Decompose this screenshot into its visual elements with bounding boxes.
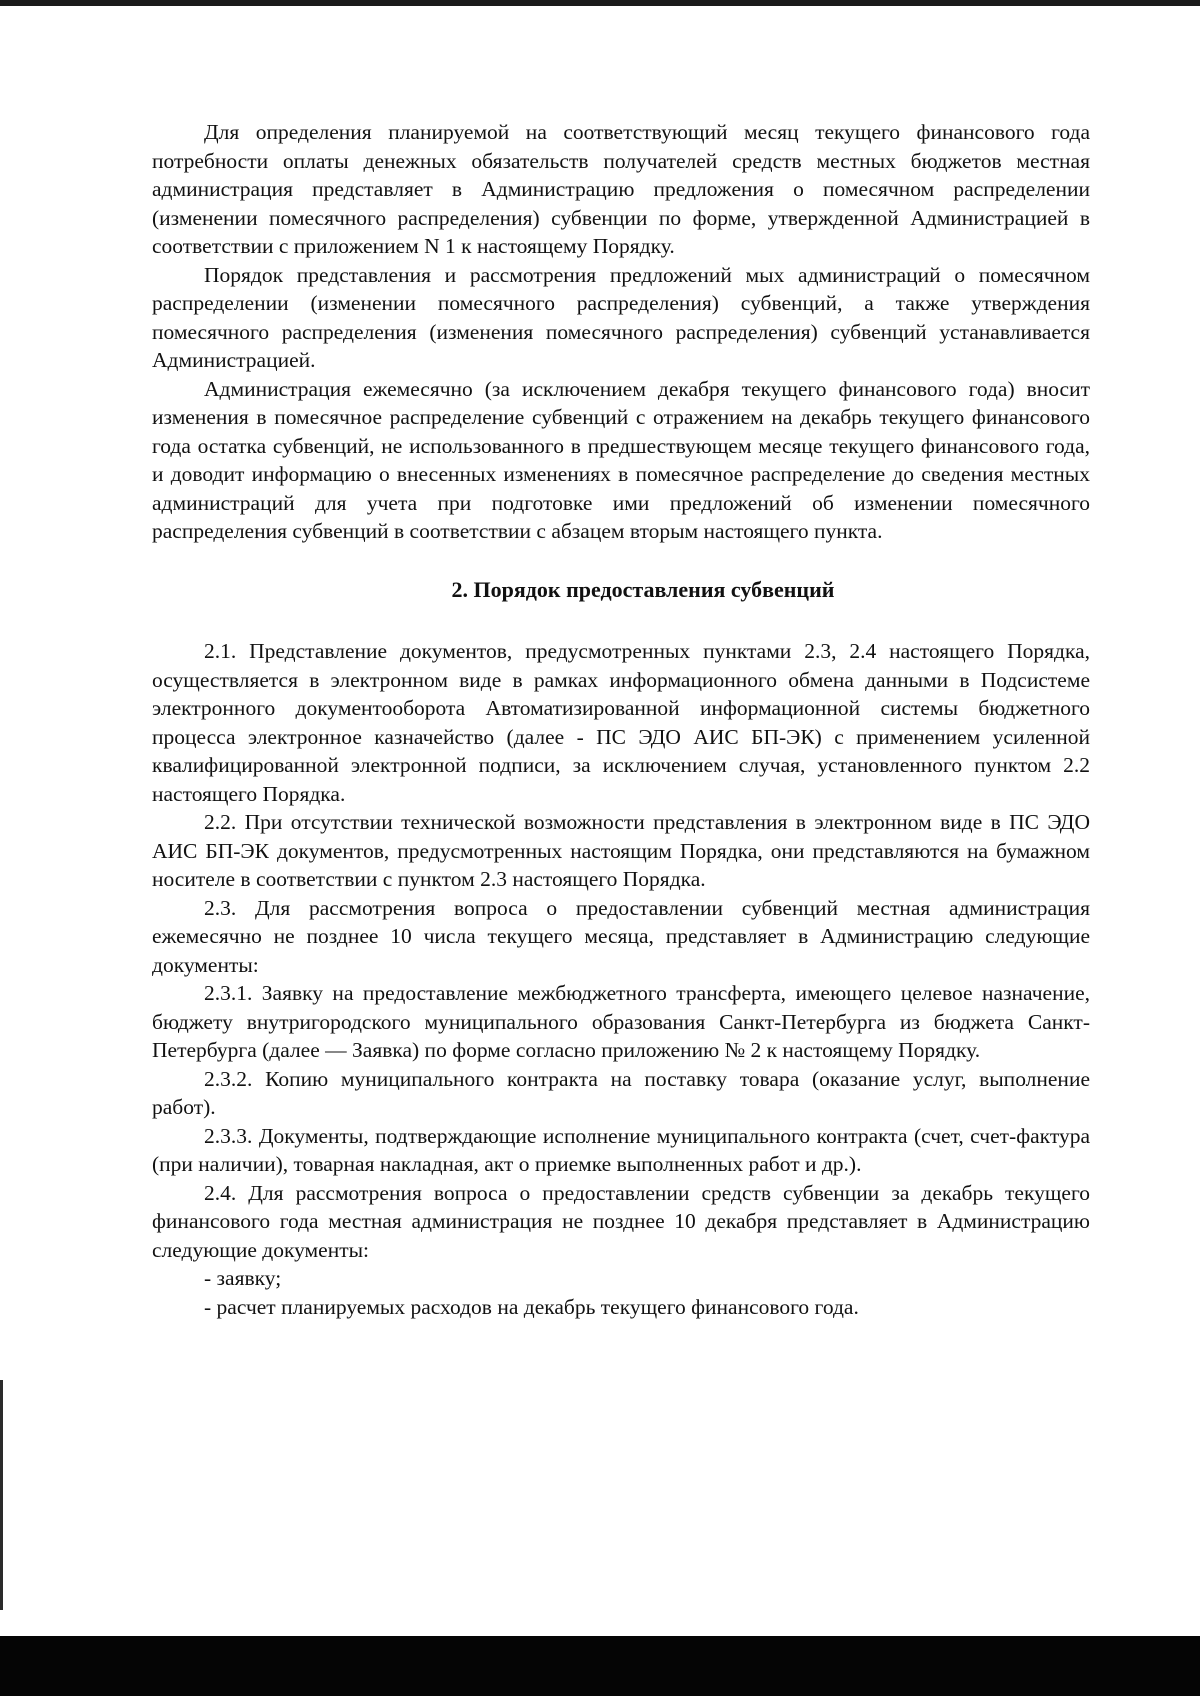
paragraph-intro-2: Порядок представления и рассмотрения предложений мых администраций о помесячном распределении (изменении помесячного распределения) субвенций, а также утверждения помесячного распределения (изменения помесячного распределения) субвенций устанавливается Администрацией. (152, 262, 1090, 372)
scan-left-edge-mark (0, 1380, 3, 1610)
paragraph-2-2: 2.2. При отсутствии технической возможности представления в электронном виде в ПС ЭДО АИС БП-ЭК документов, предусмотренных настоящим Порядка, они представляются на бумажном носителе в соответствии с пунктом 2.3 настоящего Порядка. (152, 810, 1090, 891)
paragraph-2-3-3: 2.3.3. Документы, подтверждающие исполнение муниципального контракта (счет, счет-фактура (при наличии), товарная накладная, акт о приемке выполненных работ и др.). (152, 1123, 1090, 1176)
scan-top-border (0, 0, 1200, 6)
list-item: - заявку; (204, 1266, 282, 1290)
paragraph-2-1: 2.1. Представление документов, предусмотренных пунктами 2.3, 2.4 настоящего Порядка, осуществляется в электронном виде в рамках информационного обмена данными в Подсистеме электронного документооборота Автоматизированной информационной системы бюджетного процесса электронное казначейство (далее - ПС ЭДО АИС БП-ЭК) с применением усиленной квалифицированной электронной подписи, за исключением случая, установленного пунктом 2.2 настоящего Порядка. (152, 639, 1090, 806)
list-item: - расчет планируемых расходов на декабрь текущего финансового года. (204, 1294, 859, 1319)
paragraph-intro-3: Администрация ежемесячно (за исключением декабря текущего финансового года) вносит изменения в помесячное распределение субвенций с отражением на декабрь текущего финансового года остатка субвенций, не использованного в предшествующем месяце текущего финансового года, и доводит информацию о внесенных изменениях в помесячное распределение до сведения местных администраций для учета при подготовке ими предложений об изменении помесячного распределения субвенций в соответствии с абзацем вторым настоящего пункта. (152, 376, 1090, 543)
document-page (152, 118, 1090, 1321)
section-heading: 2. Порядок предоставления субвенций (451, 576, 835, 602)
paragraph-2-3-1: 2.3.1. Заявку на предоставление межбюджетного трансферта, имеющего целевое назначение, бюджету внутригородского муниципального образования Санкт-Петербурга из бюджета Санкт-Петербурга (далее — Заявка) по форме согласно приложению № 2 к настоящему Порядку. (152, 981, 1090, 1062)
paragraph-intro-1: Для определения планируемой на соответствующий месяц текущего финансового года потребности оплаты денежных обязательств получателей средств местных бюджетов местная администрация представляет в Администрацию предложения о помесячном распределении (изменении помесячного распределения) субвенции по форме, утвержденной Администрацией в соответствии с приложением N 1 к настоящему Порядку. (152, 120, 1090, 258)
paragraph-2-3: 2.3. Для рассмотрения вопроса о предоставлении субвенций местная администрация ежемесячно не позднее 10 числа текущего месяца, представляет в Администрацию следующие документы: (152, 895, 1090, 977)
document-list (152, 1264, 1090, 1321)
paragraph-2-3-2: 2.3.2. Копию муниципального контракта на поставку товара (оказание услуг, выполнение работ). (152, 1066, 1090, 1119)
scan-bottom-bar (0, 1636, 1200, 1696)
paragraph-2-4: 2.4. Для рассмотрения вопроса о предоставлении средств субвенции за декабрь текущего финансового года местная администрация не позднее 10 декабря представляет в Администрацию следующие документы: (152, 1180, 1090, 1262)
